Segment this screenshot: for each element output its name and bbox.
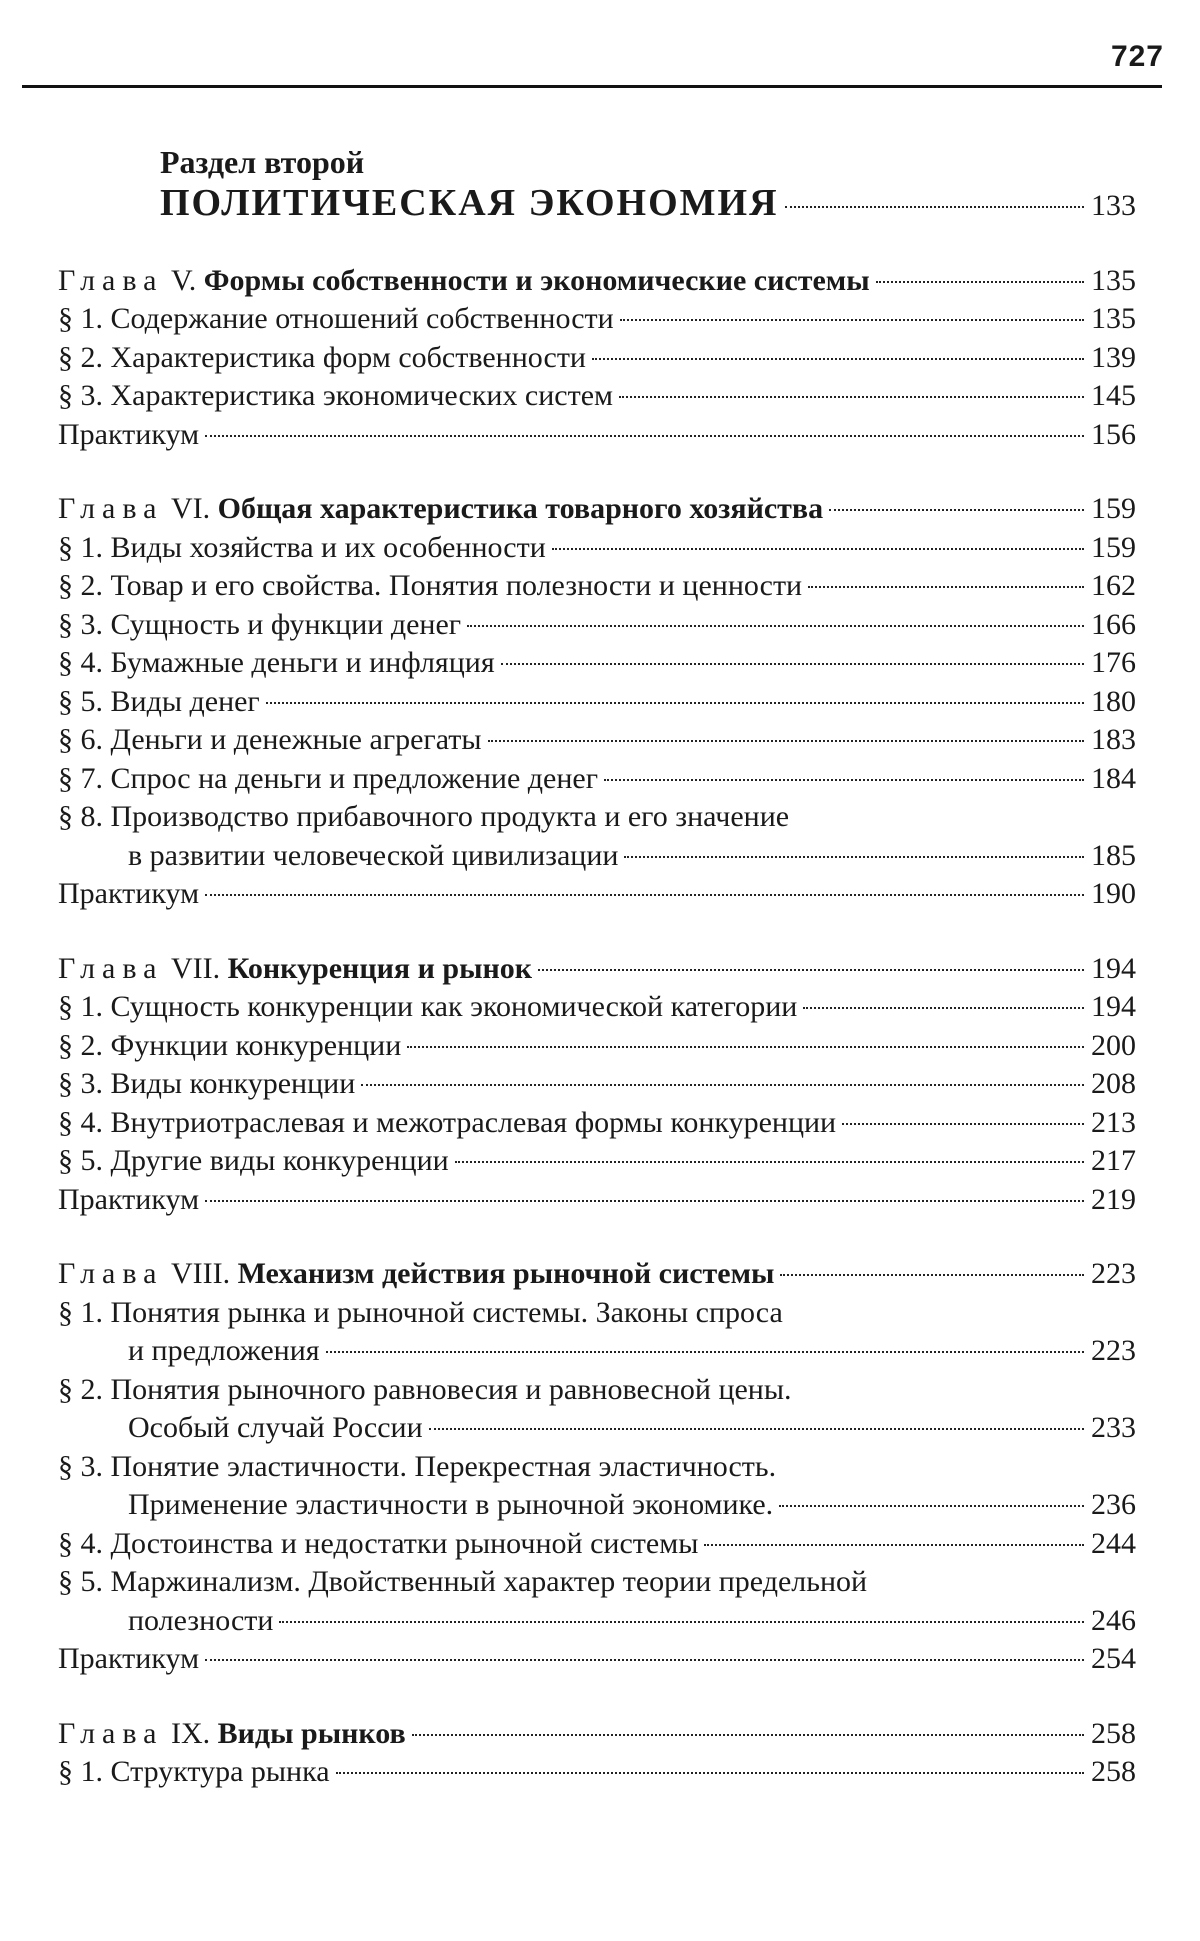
chapter-heading: [58, 490, 1136, 529]
page-ref: 258: [1091, 1755, 1136, 1788]
entry-text-line: § 3. Понятие эластичности. Перекрестная эластичность.: [58, 1449, 777, 1483]
toc-entry: [58, 606, 1136, 645]
chapter-heading-text: [58, 262, 870, 301]
page-ref: 217: [1091, 1144, 1136, 1177]
dot-leader: [407, 1046, 1084, 1048]
entry-text: § 5. Другие виды конкуренции: [58, 1144, 449, 1177]
dot-leader: [266, 702, 1084, 704]
chapter-heading: [58, 1255, 1136, 1294]
entry-text-line: § 1. Понятия рынка и рыночной системы. Законы спроса: [58, 1295, 783, 1329]
page-ref: 223: [1091, 1334, 1136, 1367]
section-label: Раздел второй: [160, 144, 365, 180]
toc-entry: [58, 1332, 1136, 1371]
chapter-block: [58, 262, 1136, 455]
chapter-number: V.: [170, 263, 197, 297]
page-ref: 135: [1091, 302, 1136, 335]
dot-leader: [429, 1428, 1084, 1430]
dot-leader: [412, 1734, 1084, 1736]
page-ref: 162: [1091, 569, 1136, 602]
dot-leader: [624, 856, 1084, 858]
toc-entry: [58, 1409, 1136, 1448]
chapter-word: Глава: [58, 263, 164, 297]
page-ref: 159: [1091, 530, 1136, 564]
toc-entry: [58, 683, 1136, 722]
section-title: ПОЛИТИЧЕСКАЯ ЭКОНОМИЯ: [160, 182, 779, 224]
dot-leader: [779, 1505, 1084, 1507]
entry-text: Особый случай России: [128, 1411, 423, 1444]
chapter-word: Глава: [58, 492, 164, 525]
entry-text: § 2. Характеристика форм собственности: [58, 340, 586, 374]
toc-entry: [58, 529, 1136, 568]
chapter-title: Виды рынков: [217, 1716, 406, 1750]
page-number: 727: [1110, 40, 1164, 73]
entry-text: § 1. Структура рынка: [58, 1755, 330, 1788]
page-ref: 159: [1091, 492, 1136, 525]
chapter-word: Глава: [58, 1257, 164, 1290]
chapter-title: Общая характеристика товарного хозяйства: [217, 492, 824, 525]
page-ref: 145: [1091, 379, 1136, 412]
page-ref: 135: [1091, 263, 1136, 297]
dot-leader: [538, 969, 1084, 971]
page-ref: 254: [1091, 1642, 1136, 1675]
dot-leader: [488, 740, 1084, 742]
dot-leader: [704, 1544, 1084, 1546]
chapter-heading-text: [58, 950, 532, 989]
dot-leader: [205, 1659, 1084, 1661]
page-ref: 133: [1091, 189, 1136, 222]
page-ref: 194: [1091, 951, 1136, 985]
chapter-title: Механизм действия рыночной системы: [237, 1257, 775, 1290]
header-rule: [22, 85, 1162, 88]
chapter-block: [58, 490, 1136, 914]
entry-text: § 1. Сущность конкуренции как экономической категории: [58, 990, 798, 1023]
page-ref: 246: [1091, 1603, 1136, 1637]
dot-leader: [552, 548, 1084, 550]
dot-leader: [619, 396, 1084, 398]
entry-text: § 4. Внутриотраслевая и межотраслевая формы конкуренции: [58, 1105, 837, 1139]
toc-entry: [58, 1753, 1136, 1792]
dot-leader: [604, 779, 1084, 781]
toc-entry: [58, 1602, 1136, 1641]
page-ref: 219: [1091, 1182, 1136, 1216]
entry-text: § 6. Деньги и денежные агрегаты: [58, 723, 482, 756]
page-ref: 258: [1091, 1716, 1136, 1750]
chapter-heading: [58, 950, 1136, 989]
chapter-heading-text: [58, 490, 823, 529]
toc-entry: [58, 377, 1136, 416]
toc-entry: [58, 300, 1136, 339]
dot-leader: [279, 1621, 1084, 1623]
toc-entry: [58, 1027, 1136, 1066]
toc-entry: [58, 1142, 1136, 1181]
page-ref: 180: [1091, 684, 1136, 718]
dot-leader: [780, 1274, 1084, 1276]
toc-entry: [58, 988, 1136, 1027]
entry-text-line: § 8. Производство прибавочного продукта и его значение: [58, 800, 790, 833]
chapter-word: Глава: [58, 1716, 164, 1750]
chapter-heading: [58, 1715, 1136, 1754]
chapter-word: Глава: [58, 951, 164, 985]
dot-leader: [803, 1007, 1084, 1009]
chapter-number: IX.: [170, 1716, 211, 1750]
toc-entry: [58, 1640, 1136, 1679]
chapter-number: VI.: [170, 492, 211, 525]
entry-text: полезности: [128, 1603, 274, 1637]
section-header: [160, 140, 1136, 226]
chapter-heading: [58, 262, 1136, 301]
dot-leader: [829, 509, 1084, 511]
dot-leader: [592, 358, 1084, 360]
toc-entry: [58, 644, 1136, 683]
entry-text: § 4. Достоинства и недостатки рыночной системы: [58, 1526, 699, 1560]
toc-entry: [58, 1181, 1136, 1220]
entry-text: § 4. Бумажные деньги и инфляция: [58, 646, 495, 679]
toc-entry: [58, 1104, 1136, 1143]
entry-text: § 2. Функции конкуренции: [58, 1028, 402, 1062]
page-ref: 194: [1091, 990, 1136, 1023]
entry-text: § 2. Товар и его свойства. Понятия полезности и ценности: [58, 569, 803, 602]
chapter-block: [58, 1715, 1136, 1792]
page-ref: 190: [1091, 877, 1136, 910]
dot-leader: [205, 894, 1084, 896]
dot-leader: [205, 435, 1084, 437]
section-title-row: [160, 184, 1136, 226]
dot-leader: [467, 625, 1084, 627]
dot-leader: [808, 586, 1084, 588]
entry-text: в развитии человеческой цивилизации: [128, 838, 619, 872]
table-of-contents: [58, 140, 1136, 1828]
dot-leader: [336, 1772, 1084, 1774]
dot-leader: [205, 1200, 1084, 1202]
page-ref: 236: [1091, 1488, 1136, 1521]
entry-text-line: § 2. Понятия рыночного равновесия и равновесной цены.: [58, 1372, 792, 1406]
toc-entry: [58, 1065, 1136, 1104]
chapter-heading-text: [58, 1715, 406, 1754]
entry-text-line: § 5. Маржинализм. Двойственный характер теории предельной: [58, 1565, 868, 1598]
chapters-list: [58, 262, 1136, 1792]
page-ref: 139: [1091, 340, 1136, 374]
page-ref: 223: [1091, 1257, 1136, 1290]
dot-leader: [620, 319, 1084, 321]
page-ref: 233: [1091, 1411, 1136, 1444]
toc-entry: [58, 760, 1136, 799]
page-ref: 244: [1091, 1526, 1136, 1560]
page-ref: 213: [1091, 1105, 1136, 1139]
entry-text: и предложения: [128, 1334, 320, 1367]
chapter-title: Конкуренция и рынок: [227, 951, 533, 985]
page-ref: 208: [1091, 1067, 1136, 1100]
toc-entry: [58, 837, 1136, 876]
entry-text: § 3. Характеристика экономических систем: [58, 379, 614, 412]
toc-entry: [58, 416, 1136, 455]
dot-leader: [361, 1084, 1084, 1086]
chapter-block: [58, 1255, 1136, 1679]
entry-text: Практикум: [58, 1182, 200, 1216]
entry-text: § 3. Сущность и функции денег: [58, 607, 462, 641]
chapter-block: [58, 950, 1136, 1220]
toc-entry: [58, 721, 1136, 760]
dot-leader: [785, 206, 1084, 208]
page-ref: 185: [1091, 838, 1136, 872]
toc-entry: [58, 567, 1136, 606]
toc-entry: [58, 1525, 1136, 1564]
chapter-heading-text: [58, 1255, 774, 1294]
dot-leader: [455, 1161, 1084, 1163]
chapter-number: VIII.: [170, 1257, 231, 1290]
dot-leader: [326, 1351, 1084, 1353]
entry-text: Практикум: [58, 1642, 200, 1675]
page-ref: 176: [1091, 646, 1136, 679]
page-ref: 166: [1091, 607, 1136, 641]
dot-leader: [842, 1123, 1084, 1125]
entry-text: § 3. Виды конкуренции: [58, 1067, 356, 1100]
toc-entry: [58, 339, 1136, 378]
toc-entry: [58, 875, 1136, 914]
entry-text: § 7. Спрос на деньги и предложение денег: [58, 761, 599, 795]
entry-text: § 5. Виды денег: [58, 684, 260, 718]
page-ref: 183: [1091, 723, 1136, 756]
entry-text: Практикум: [58, 877, 200, 910]
dot-leader: [876, 281, 1084, 283]
page-ref: 184: [1091, 761, 1136, 795]
entry-text: Практикум: [58, 417, 200, 451]
entry-text: § 1. Содержание отношений собственности: [58, 302, 614, 335]
page-ref: 200: [1091, 1028, 1136, 1062]
entry-text: § 1. Виды хозяйства и их особенности: [58, 530, 546, 564]
entry-text: Применение эластичности в рыночной экономике.: [128, 1488, 774, 1521]
toc-entry: [58, 1486, 1136, 1525]
chapter-title: Формы собственности и экономические системы: [203, 263, 870, 297]
chapter-number: VII.: [170, 951, 221, 985]
dot-leader: [501, 663, 1084, 665]
page-ref: 156: [1091, 417, 1136, 451]
